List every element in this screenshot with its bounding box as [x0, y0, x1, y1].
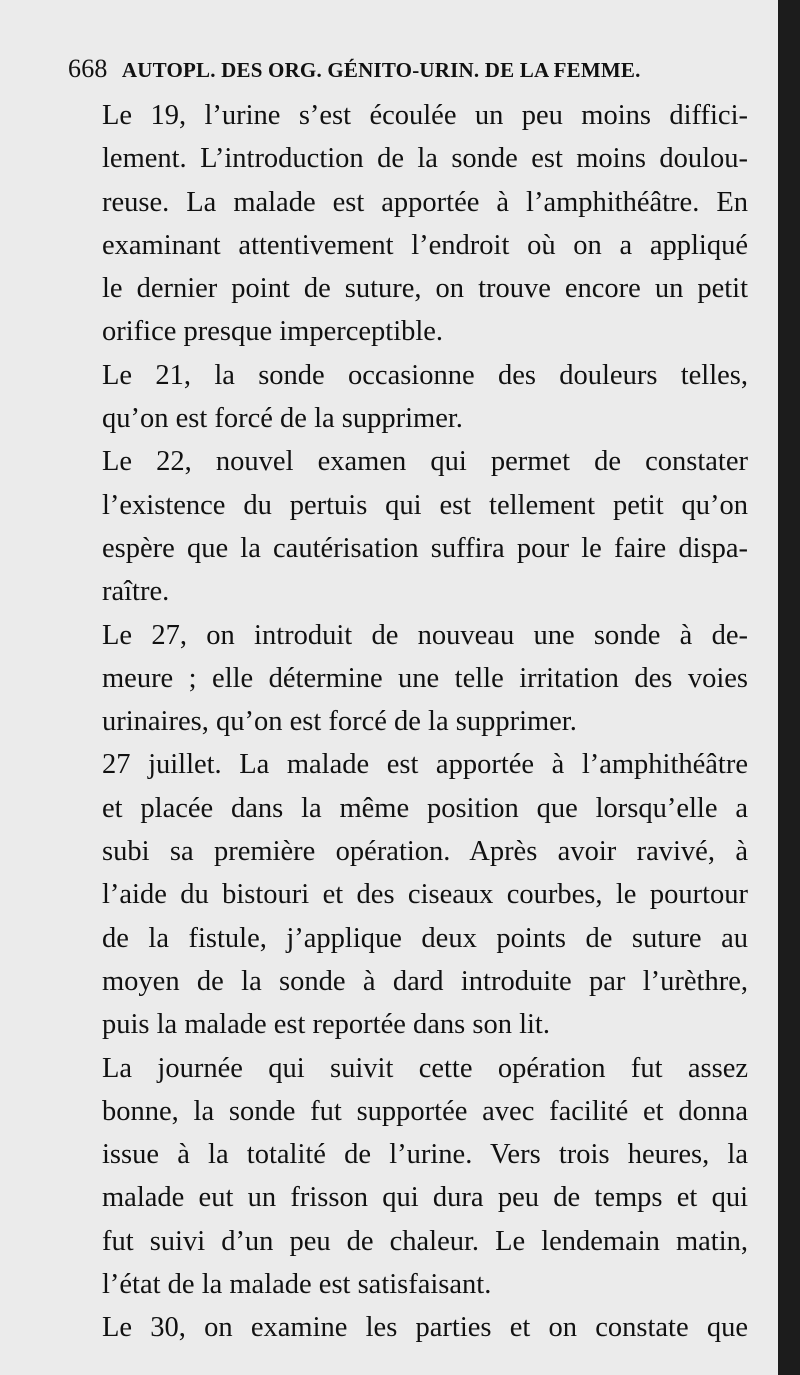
running-header	[68, 54, 748, 90]
text-line: l’existence du pertuis qui est tellement petit qu’on	[102, 489, 748, 521]
paragraph-22	[68, 440, 748, 613]
text-line: moyen de la sonde à dard introduite par l’urèthre,	[102, 965, 748, 997]
text-line: bonne, la sonde fut supportée avec facilité et donna	[102, 1095, 748, 1127]
text-line: le dernier point de suture, on trouve encore un petit	[102, 273, 748, 305]
text-line: raître.	[102, 576, 170, 608]
paragraph-30	[68, 1306, 748, 1349]
text-line: La journée qui suivit cette opération fut assez	[102, 1052, 748, 1084]
paragraph-journee	[68, 1047, 748, 1307]
text-line: Le 21, la sonde occasionne des douleurs telles,	[102, 359, 748, 391]
text-line: examinant attentivement l’endroit où on a appliqué	[102, 229, 748, 261]
page-number: 668	[68, 54, 108, 83]
text-line: meure ; elle détermine une telle irritation des voies	[102, 662, 748, 694]
text-line: de la fistule, j’applique deux points de suture au	[102, 922, 748, 954]
text-line: issue à la totalité de l’urine. Vers trois heures, la	[102, 1139, 748, 1171]
text-line: reuse. La malade est apportée à l’amphithéâtre. En	[102, 186, 748, 218]
text-line: et placée dans la même position que lorsqu’elle a	[102, 792, 748, 824]
text-line: Le 30, on examine les parties et on constate que	[102, 1312, 748, 1344]
text-line: malade eut un frisson qui dura peu de temps et qui	[102, 1182, 748, 1214]
text-line: fut suivi d’un peu de chaleur. Le lendemain matin,	[102, 1225, 748, 1257]
text-line: Le 19, l’urine s’est écoulée un peu moins diffici-	[102, 100, 748, 131]
paragraph-27-juillet	[68, 743, 748, 1046]
text-line: Le 22, nouvel examen qui permet de constater	[102, 446, 748, 478]
running-title: AUTOPL. DES ORG. GÉNITO-URIN. DE LA FEMME.	[121, 58, 641, 82]
text-line: qu’on est forcé de la supprimer.	[102, 403, 463, 435]
paragraph-21	[68, 354, 748, 441]
text-line: urinaires, qu’on est forcé de la supprimer.	[102, 706, 577, 738]
text-line: Le 27, on introduit de nouveau une sonde à de-	[102, 619, 748, 651]
text-line: lement. L’introduction de la sonde est moins doulou-	[102, 143, 748, 175]
text-line: orifice presque imperceptible.	[102, 316, 444, 348]
text-line: puis la malade est reportée dans son lit.	[102, 1009, 550, 1041]
paragraph-19	[68, 94, 748, 354]
text-line: 27 juillet. La malade est apportée à l’amphithéâtre	[102, 749, 748, 781]
page-body	[68, 94, 748, 1350]
text-line: l’état de la malade est satisfaisant.	[102, 1269, 492, 1301]
text-line: subi sa première opération. Après avoir ravivé, à	[102, 836, 748, 868]
text-line: l’aide du bistouri et des ciseaux courbes, le pourtour	[102, 879, 748, 911]
text-line: espère que la cautérisation suffira pour le faire dispa-	[102, 532, 748, 564]
paragraph-27	[68, 614, 748, 744]
